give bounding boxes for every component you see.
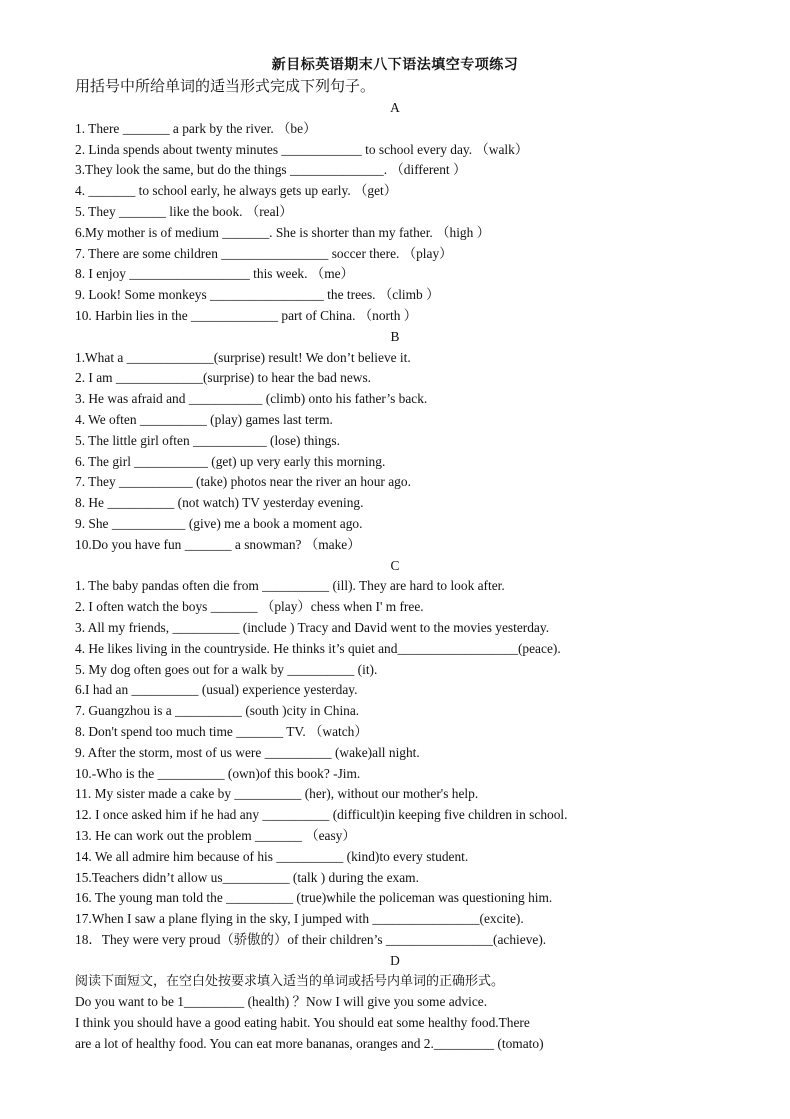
exercise-line: 2. I am _____________(surprise) to hear the bad news. — [75, 370, 372, 386]
exercise-line: 11. My sister made a cake by __________ (her), without our mother's help. — [75, 786, 479, 802]
exercise-line: 3. He was afraid and ___________ (climb) onto his father’s back. — [75, 391, 428, 407]
exercise-line: 8. I enjoy __________________ this week. （me） — [75, 266, 354, 282]
exercise-line: 10.-Who is the __________ (own)of this book? -Jim. — [75, 765, 361, 781]
exercise-line: 1. The baby pandas often die from __________ (ill). They are hard to look after. — [75, 578, 505, 594]
section-label-d: D — [390, 952, 400, 968]
exercise-line: 12. I once asked him if he had any __________ (difficult)in keeping five children in school. — [75, 807, 568, 823]
exercise-line: 7. They ___________ (take) photos near the river an hour ago. — [75, 474, 411, 490]
exercise-line: I think you should have a good eating habit. You should eat some healthy food.There — [75, 1015, 530, 1031]
exercise-line: are a lot of healthy food. You can eat more bananas, oranges and 2._________ (tomato) — [75, 1036, 544, 1051]
exercise-line: 2. Linda spends about twenty minutes ____________ to school every day. （walk） — [75, 141, 529, 157]
exercise-line: 6.My mother is of medium _______. She is shorter than my father. （high ） — [75, 224, 491, 240]
exercise-line: 5. My dog often goes out for a walk by __________ (it). — [75, 661, 378, 677]
exercise-line: 1.What a _____________(surprise) result! We don’t believe it. — [75, 349, 411, 365]
exercise-line: 15.Teachers didn’t allow us__________ (talk ) during the exam. — [75, 869, 419, 885]
exercise-line: 10.Do you have fun _______ a snowman? （make） — [75, 536, 361, 552]
exercise-line: 7. Guangzhou is a __________ (south )city in China. — [75, 703, 360, 719]
exercise-line: 17.When I saw a plane flying in the sky, I jumped with ________________(excite). — [75, 911, 524, 927]
exercise-line: 5. The little girl often ___________ (lose) things. — [75, 432, 340, 448]
exercise-line: 8. He __________ (not watch) TV yesterday evening. — [75, 495, 364, 511]
exercise-line: 6. The girl ___________ (get) up very early this morning. — [75, 453, 386, 469]
exercise-line: 阅读下面短文，在空白处按要求填入适当的单词或括号内单词的正确形式。 — [75, 973, 505, 989]
exercise-line: 10. Harbin lies in the _____________ part of China. （north ） — [75, 308, 418, 323]
exercise-line: 7. There are some children ________________ soccer there. （play） — [75, 245, 453, 261]
instruction-text: 用括号中所给单词的适当形式完成下列句子。 — [75, 77, 376, 95]
exercise-line: 9. She ___________ (give) me a book a moment ago. — [75, 516, 363, 531]
exercise-line: 2. I often watch the boys _______ （play）chess when I' m free. — [75, 599, 424, 615]
section-label-a: A — [390, 100, 400, 115]
section-label-c: C — [390, 557, 400, 573]
exercise-line: 14. We all admire him because of his __________ (kind)to every student. — [75, 848, 469, 864]
exercise-line: 4. _______ to school early, he always gets up early. （get） — [75, 183, 398, 199]
exercise-line: 13. He can work out the problem _______ （easy） — [75, 828, 356, 843]
exercise-line: 3.They look the same, but do the things ______________. （different ） — [75, 162, 467, 178]
section-label-b: B — [390, 328, 400, 344]
exercise-line: Do you want to be 1_________ (health) ？Now I will give you some advice. — [75, 994, 488, 1010]
exercise-line: 9. After the storm, most of us were __________ (wake)all night. — [75, 744, 420, 760]
exercise-line: 16. The young man told the __________ (true)while the policeman was questioning him. — [75, 890, 553, 906]
exercise-line: 8. Don't spend too much time _______ TV. （watch） — [75, 724, 368, 739]
exercise-line: 4. He likes living in the countryside. He thinks it’s quiet and__________________(peace). — [75, 640, 561, 656]
exercise-line: 3. All my friends, __________ (include ) Tracy and David went to the movies yesterday. — [75, 620, 550, 635]
exercise-line: 6.I had an __________ (usual) experience yesterday. — [75, 682, 358, 698]
exercise-line: 5. They _______ like the book. （real） — [75, 204, 293, 219]
exercise-line: 9. Look! Some monkeys _________________ the trees. （climb ） — [75, 287, 440, 303]
exercise-line: 1. There _______ a park by the river. （be） — [75, 120, 317, 136]
exercise-line: 18．They were very proud（骄傲的）of their children’s ________________(achieve). — [75, 932, 547, 947]
exercise-line: 4. We often __________ (play) games last term. — [75, 412, 333, 427]
page-title: 新目标英语期末八下语法填空专项练习 — [271, 57, 519, 73]
